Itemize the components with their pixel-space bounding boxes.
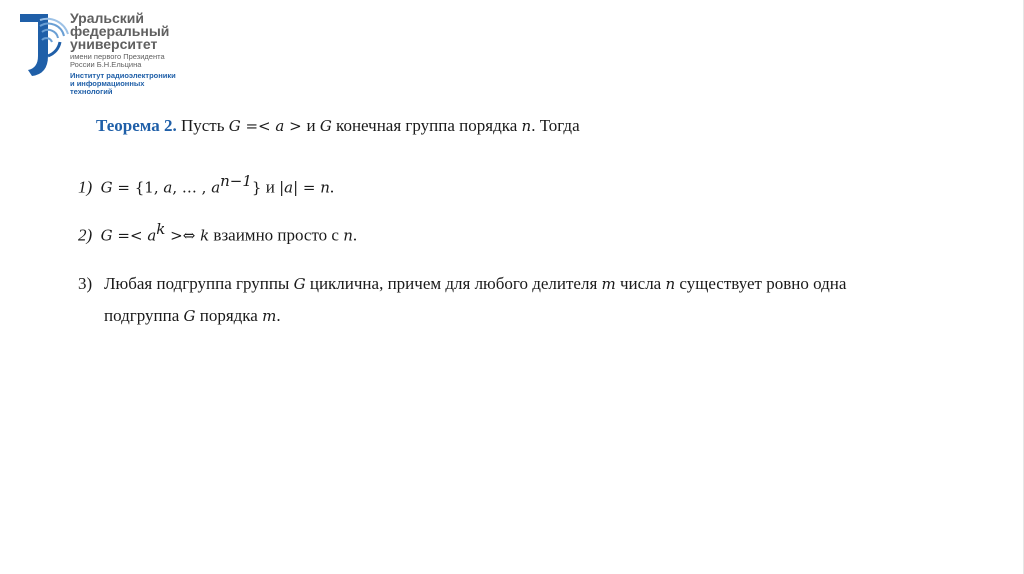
math-op: >⇔ — [165, 226, 201, 245]
text: . — [352, 225, 358, 245]
text: циклична, причем для любого делителя — [305, 274, 602, 293]
math-var: G — [100, 178, 113, 197]
math-var: m — [262, 307, 277, 325]
math-var: n — [320, 178, 330, 197]
text: порядка — [195, 306, 263, 325]
math-var: G — [183, 307, 196, 325]
text: Пусть — [180, 116, 229, 135]
university-name-line: федеральный — [70, 23, 170, 39]
math-var: n — [521, 117, 532, 135]
math-expr: |a| — [279, 178, 299, 197]
math-op: } — [251, 178, 262, 197]
university-subtitle-line: имени первого Президента — [70, 52, 165, 61]
institute-name-line: технологий — [70, 87, 113, 96]
university-name-line: Уральский — [70, 10, 145, 26]
institute-name — [70, 72, 210, 96]
math-op: , … , — [172, 178, 212, 197]
text: существует ровно одна — [675, 274, 847, 293]
math-op: =< — [240, 117, 276, 135]
institute-name-line: и информационных — [70, 79, 145, 88]
urfu-logo-icon — [18, 12, 70, 78]
item-number: 2) — [78, 225, 93, 245]
math-var: k — [200, 226, 210, 245]
university-logo — [18, 12, 208, 107]
math-var: n — [343, 226, 353, 245]
math-op: > — [284, 117, 307, 135]
text: числа — [615, 274, 666, 293]
math-op: = — [298, 178, 321, 197]
math-var: a — [211, 178, 221, 197]
university-subtitle-line: России Б.Н.Ельцина — [70, 60, 142, 69]
university-name — [70, 12, 210, 51]
institute-name-line: Институт радиоэлектроники — [70, 71, 176, 80]
text: Любая подгруппа группы — [104, 274, 294, 293]
text: и — [261, 177, 280, 197]
math-var: G — [319, 117, 332, 135]
text: взаимно просто с — [209, 225, 344, 245]
item-line — [78, 268, 978, 300]
university-name-line: университет — [70, 36, 158, 52]
list-item-2 — [78, 220, 357, 246]
math-op: = {1, — [112, 178, 164, 197]
math-var: G — [293, 275, 306, 293]
math-var: a — [275, 117, 285, 135]
text: конечная группа порядка — [331, 116, 522, 135]
math-var: G — [228, 117, 241, 135]
math-var: a — [147, 226, 157, 245]
item-line — [78, 300, 978, 332]
text: . — [329, 177, 335, 197]
math-superscript: k — [156, 220, 166, 238]
theorem-label-dot: . — [172, 116, 181, 135]
list-item-3 — [78, 268, 978, 332]
math-var: m — [601, 275, 616, 293]
theorem-statement — [96, 116, 580, 136]
item-number: 3) — [78, 274, 93, 293]
item-number: 1) — [78, 177, 93, 197]
math-var: G — [100, 226, 113, 245]
logo-text — [70, 12, 210, 96]
math-var: a — [163, 178, 173, 197]
list-item-1 — [78, 172, 334, 198]
university-subtitle — [70, 53, 210, 69]
text: . Тогда — [531, 116, 580, 135]
text: подгруппа — [104, 306, 184, 325]
math-var: n — [665, 275, 676, 293]
math-superscript: n−1 — [220, 172, 252, 190]
math-op: =< — [112, 226, 148, 245]
theorem-label: Теорема 2 — [96, 116, 173, 135]
text: и — [306, 116, 320, 135]
text: . — [276, 306, 281, 325]
